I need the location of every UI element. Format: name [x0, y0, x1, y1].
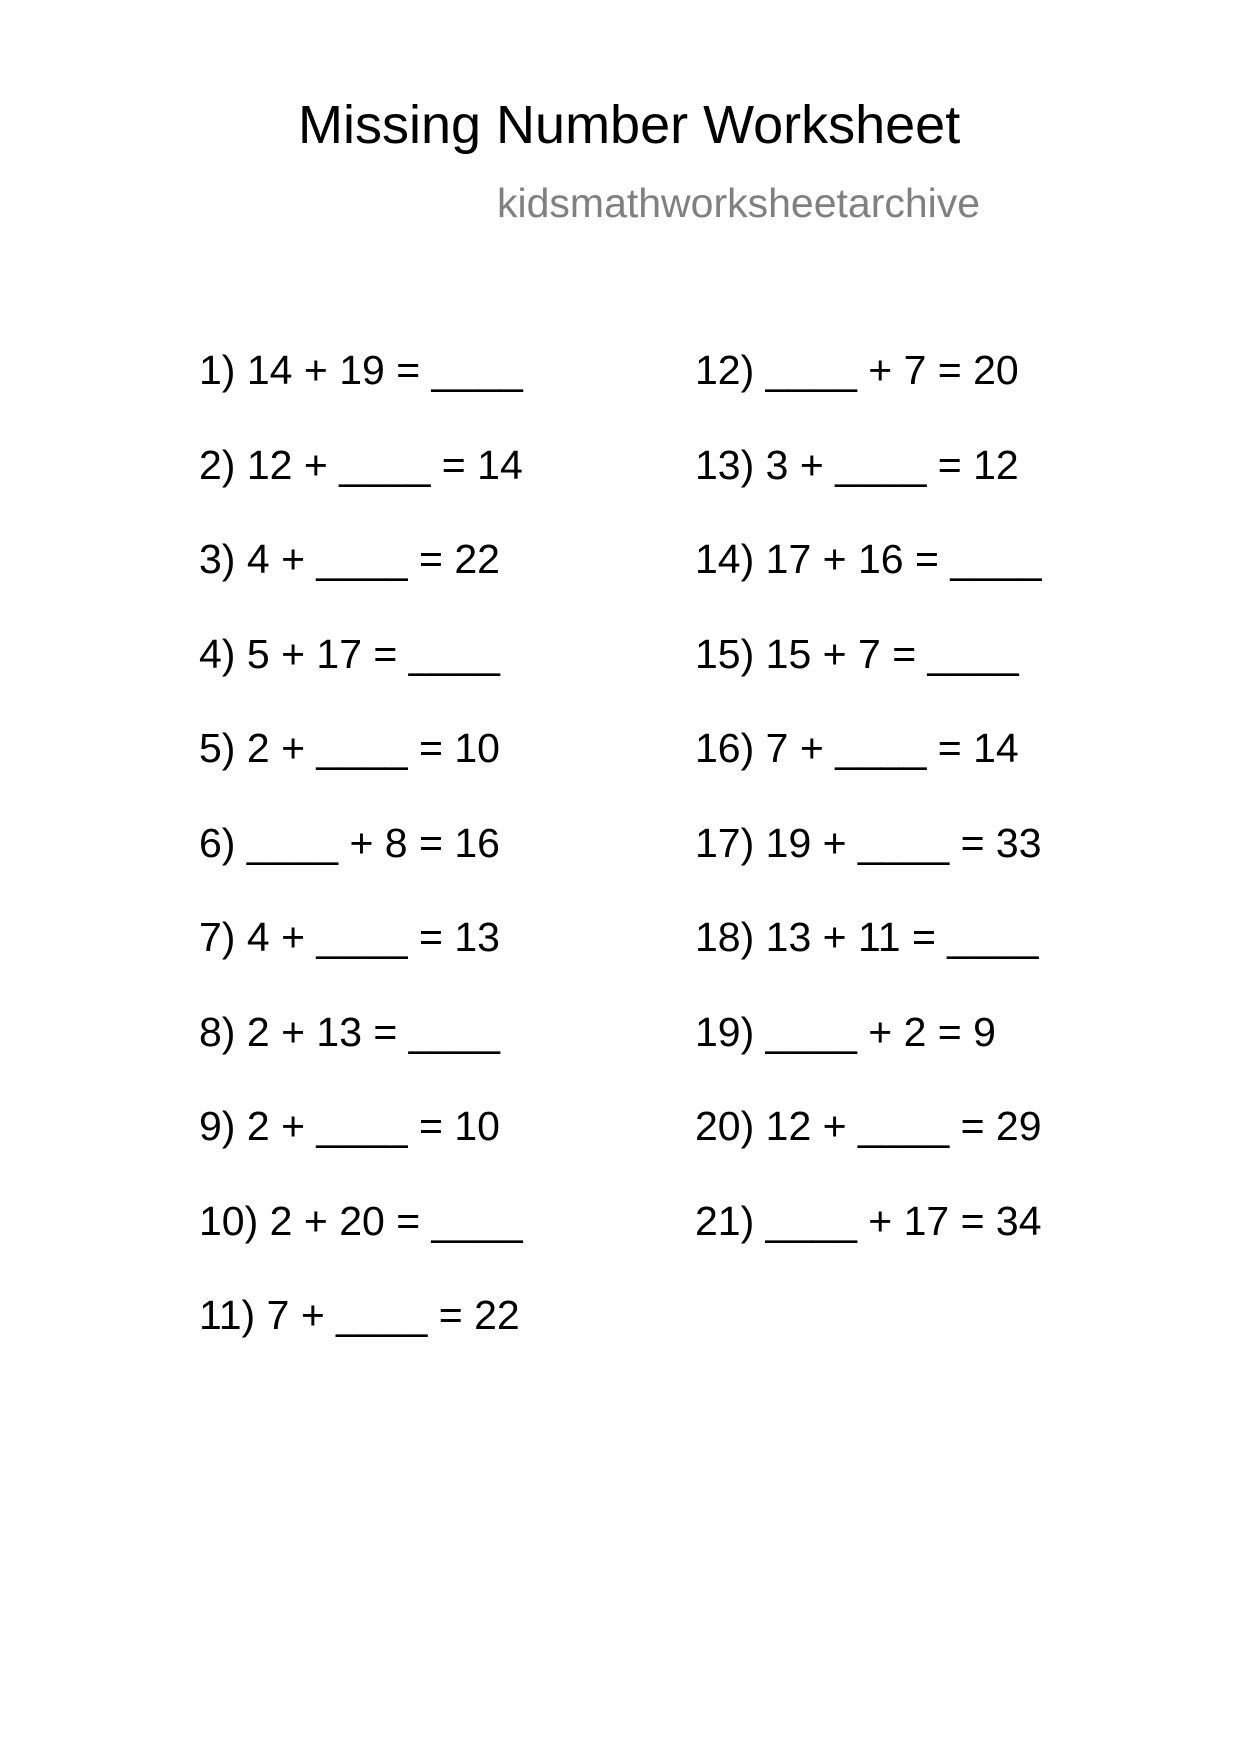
problem-11 — [199, 1292, 523, 1390]
problem-number: 4) — [199, 630, 236, 677]
problem-number: 8) — [199, 1008, 236, 1055]
problem-13 — [695, 441, 1042, 540]
page-title: Missing Number Worksheet — [298, 95, 961, 155]
problem-expression: ____ + 8 = 16 — [246, 819, 500, 866]
problem-4 — [199, 630, 523, 729]
problem-3 — [199, 536, 523, 634]
problem-6 — [199, 819, 523, 918]
problem-expression: 2 + ____ = 10 — [246, 1103, 500, 1149]
problem-number: 14) — [695, 536, 755, 582]
problem-5 — [199, 725, 523, 823]
problem-number: 12) — [695, 347, 755, 393]
problem-1 — [199, 347, 523, 445]
problem-number: 9) — [199, 1103, 236, 1149]
problem-expression: 2 + 20 = ____ — [269, 1197, 523, 1244]
problem-number: 2) — [199, 441, 236, 488]
problems-left-column — [199, 347, 523, 1390]
problem-number: 16) — [695, 725, 755, 771]
problem-15 — [695, 630, 1042, 729]
problem-expression: 2 + ____ = 10 — [246, 725, 500, 771]
problem-expression: 3 + ____ = 12 — [765, 441, 1019, 488]
problem-9 — [199, 1103, 523, 1201]
problem-expression: ____ + 2 = 9 — [765, 1008, 996, 1055]
problem-7 — [199, 914, 523, 1012]
problem-10 — [199, 1197, 523, 1296]
problem-expression: 2 + 13 = ____ — [246, 1008, 500, 1055]
problem-number: 11) — [199, 1292, 256, 1338]
problem-17 — [695, 819, 1042, 918]
problem-21 — [695, 1197, 1042, 1296]
problem-expression: 7 + ____ = 14 — [765, 725, 1019, 771]
problem-number: 19) — [695, 1008, 755, 1055]
problem-expression: 14 + 19 = ____ — [246, 347, 523, 393]
problem-12 — [695, 347, 1042, 445]
problem-expression: 12 + ____ = 29 — [765, 1103, 1042, 1149]
problem-expression: 17 + 16 = ____ — [765, 536, 1042, 582]
problem-number: 13) — [695, 441, 755, 488]
problem-expression: ____ + 17 = 34 — [765, 1197, 1042, 1244]
problem-expression: 19 + ____ = 33 — [765, 819, 1042, 866]
problem-expression: 4 + ____ = 13 — [246, 914, 500, 960]
site-subtitle: kidsmathworksheetarchive — [497, 180, 981, 226]
problem-number: 1) — [199, 347, 236, 393]
problem-expression: 15 + 7 = ____ — [765, 630, 1019, 677]
problem-number: 7) — [199, 914, 236, 960]
problems-right-column — [695, 347, 1042, 1295]
problem-2 — [199, 441, 523, 540]
problem-19 — [695, 1008, 1042, 1107]
problem-number: 5) — [199, 725, 236, 771]
problem-18 — [695, 914, 1042, 1012]
problem-number: 6) — [199, 819, 236, 866]
problem-20 — [695, 1103, 1042, 1201]
problem-number: 18) — [695, 914, 755, 960]
problem-number: 10) — [199, 1197, 259, 1244]
problem-number: 15) — [695, 630, 755, 677]
problem-14 — [695, 536, 1042, 634]
problem-number: 17) — [695, 819, 755, 866]
problem-expression: 5 + 17 = ____ — [246, 630, 500, 677]
problem-16 — [695, 725, 1042, 823]
problem-8 — [199, 1008, 523, 1107]
problem-expression: 4 + ____ = 22 — [246, 536, 500, 582]
problem-expression: 12 + ____ = 14 — [246, 441, 523, 488]
problem-expression: ____ + 7 = 20 — [765, 347, 1019, 393]
problem-number: 21) — [695, 1197, 755, 1244]
problem-expression: 7 + ____ = 22 — [266, 1292, 520, 1338]
problem-expression: 13 + 11 = ____ — [765, 914, 1039, 960]
problem-number: 3) — [199, 536, 236, 582]
problem-number: 20) — [695, 1103, 755, 1149]
